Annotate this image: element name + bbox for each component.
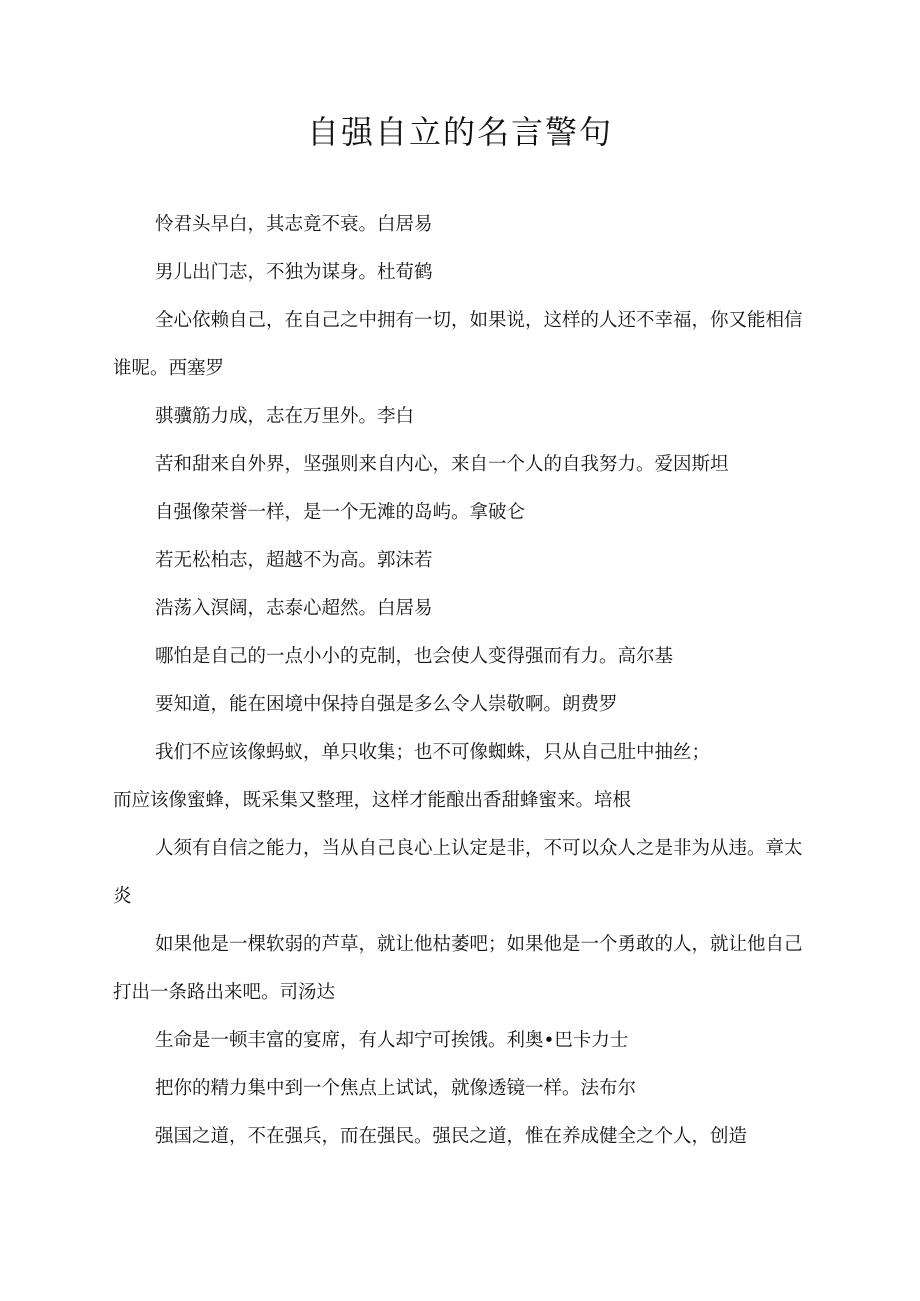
quote-paragraph: 人须有自信之能力，当从自己良心上认定是非，不可以众人之是非为从违。章太炎 (113, 838, 803, 907)
quote-paragraph: 强国之道，不在强兵，而在强民。强民之道，惟在养成健全之个人，创造 (155, 1126, 748, 1147)
quote-paragraph: 浩荡入溟阔，志泰心超然。白居易 (155, 598, 433, 619)
quote-paragraph: 怜君头早白，其志竟不衰。白居易 (155, 214, 433, 235)
quote-paragraph: 全心依赖自己，在自己之中拥有一切，如果说，这样的人还不幸福，你又能相信谁呢。西塞罗 (113, 310, 803, 379)
quote-paragraph: 生命是一顿丰富的宴席，有人却宁可挨饿。利奥•巴卡力士 (155, 1030, 629, 1051)
quote-paragraph: 苦和甜来自外界，坚强则来自内心，来自一个人的自我努力。爱因斯坦 (155, 454, 729, 475)
quote-paragraph: 骐骥筋力成，志在万里外。李白 (155, 406, 415, 427)
quote-paragraph: 我们不应该像蚂蚁，单只收集；也不可像蜘蛛，只从自己肚中抽丝； 而应该像蜜蜂，既采集又整理，这样才能酿出香甜蜂蜜来。培根 (113, 742, 711, 811)
quote-paragraph: 若无松柏志，超越不为高。郭沫若 (155, 550, 433, 571)
quote-paragraph: 自强像荣誉一样，是一个无滩的岛屿。拿破仑 (155, 502, 526, 523)
quote-paragraph: 哪怕是自己的一点小小的克制，也会使人变得强而有力。高尔基 (155, 646, 674, 667)
quotes-body (113, 201, 813, 1161)
page-title: 自强自立的名言警句 (306, 113, 613, 151)
quote-paragraph: 要知道，能在困境中保持自强是多么令人崇敬啊。朗费罗 (155, 694, 618, 715)
quote-paragraph: 男儿出门志，不独为谋身。杜荀鹤 (155, 262, 433, 283)
quote-paragraph: 如果他是一棵软弱的芦草，就让他枯萎吧；如果他是一个勇敢的人，就让他自己打出一条路出来吧。司汤达 (113, 934, 803, 1003)
quote-paragraph: 把你的精力集中到一个焦点上试试，就像透镜一样。法布尔 (155, 1078, 637, 1099)
